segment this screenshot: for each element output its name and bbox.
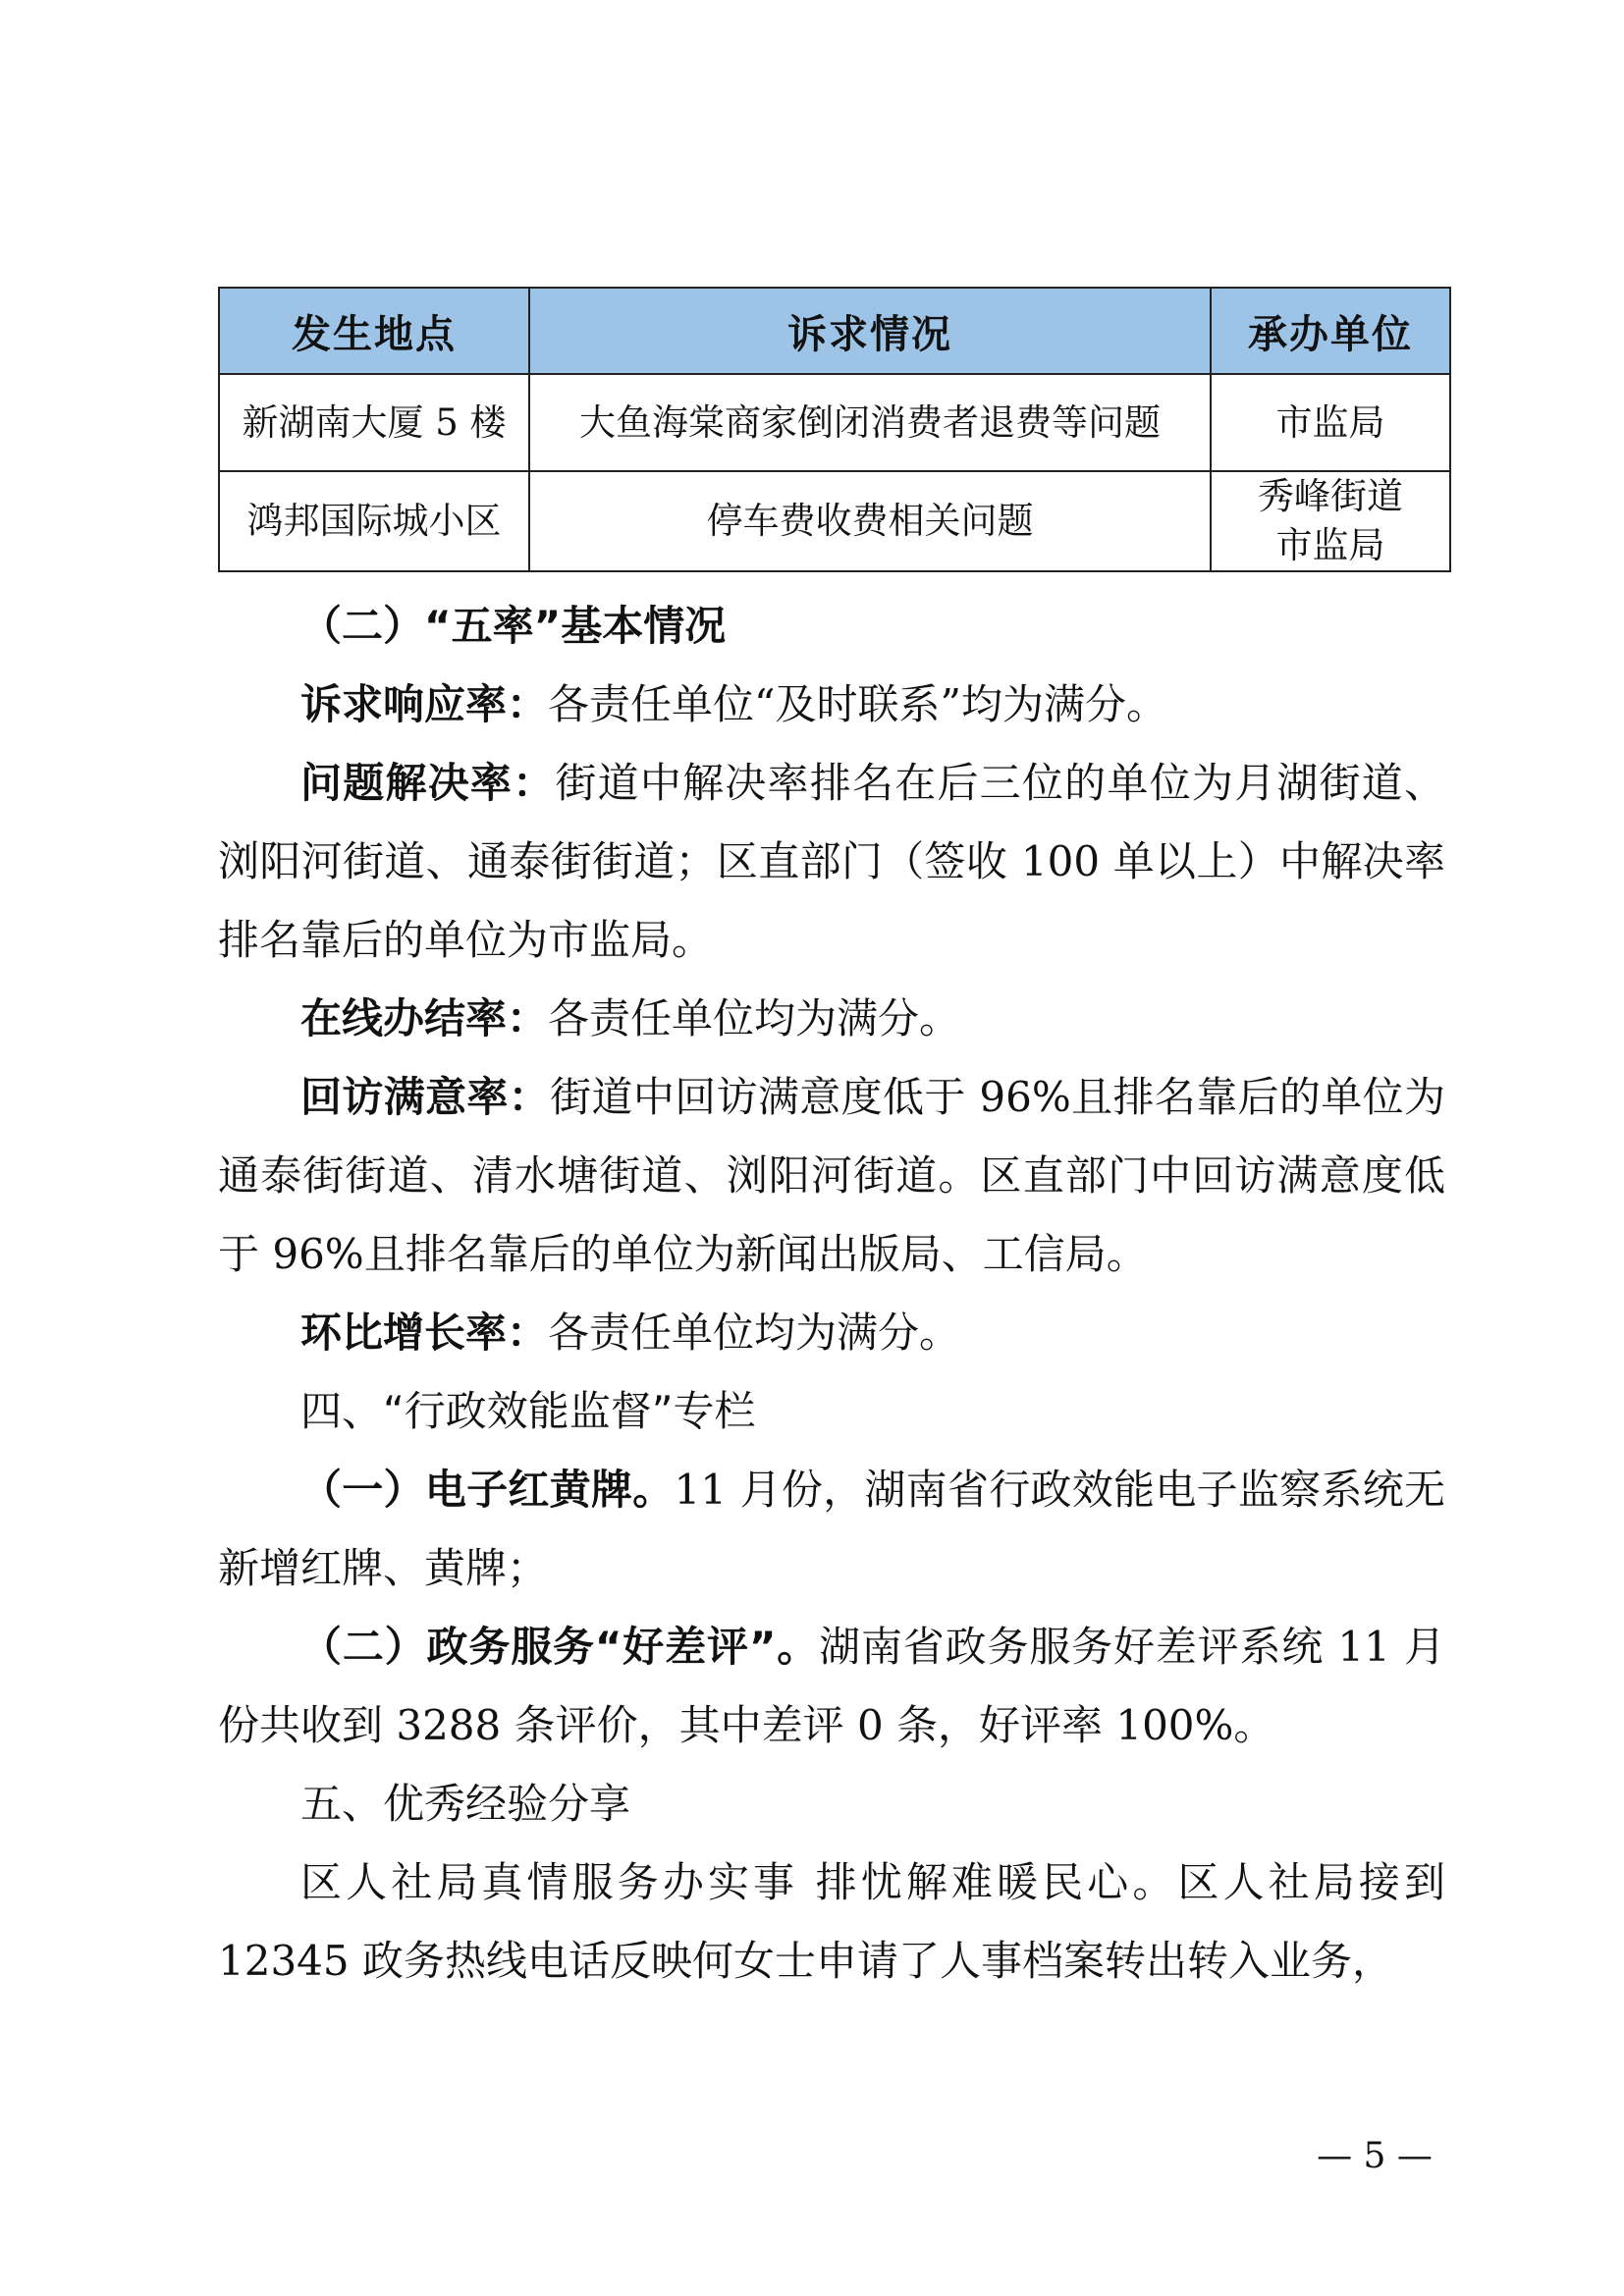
complaints-table <box>218 287 1451 572</box>
rate-text: 街道中回访满意度低于 96%且排名靠后的单位为通泰街街道、清水塘街道、浏阳河街道。区直部门中回访满意度低于 96%且排名靠后的单位为新闻出版局、工信局。 <box>218 1073 1445 1278</box>
header-unit: 承办单位 <box>1211 288 1450 374</box>
rate-label: 诉求响应率： <box>300 680 549 728</box>
supervision-item <box>218 1608 1445 1765</box>
page-number: — 5 — <box>1317 2136 1433 2176</box>
rate-label: 回访满意率： <box>300 1073 551 1121</box>
supervision-text: 11 月份，湖南省行政效能电子监察系统无新增红牌、黄牌； <box>218 1466 1445 1592</box>
table-row <box>219 471 1450 571</box>
supervision-item <box>218 1451 1445 1608</box>
table-header-row <box>219 288 1450 374</box>
table-row <box>219 374 1450 471</box>
rate-label: 在线办结率： <box>300 994 549 1042</box>
rate-label: 问题解决率： <box>300 759 556 807</box>
unit-name: 秀峰街道 <box>1258 475 1403 517</box>
body-text <box>218 587 1445 2001</box>
rate-item <box>218 1058 1445 1294</box>
section-title-four: 四、“行政效能监督”专栏 <box>300 1387 756 1435</box>
section-title-five: 五、优秀经验分享 <box>300 1780 631 1828</box>
rate-text: 各责任单位“及时联系”均为满分。 <box>548 680 1167 728</box>
rate-text: 各责任单位均为满分。 <box>548 1308 961 1357</box>
supervision-label: （一）电子红黄牌。 <box>300 1466 675 1514</box>
rate-text: 各责任单位均为满分。 <box>548 994 961 1042</box>
unit-name: 市监局 <box>1275 400 1385 444</box>
rate-text: 街道中解决率排名在后三位的单位为月湖街道、浏阳河街道、通泰街街道；区直部门（签收 100 单以上）中解决率排名靠后的单位为市监局。 <box>218 759 1445 964</box>
unit-name: 市监局 <box>1275 524 1385 566</box>
supervision-text: 湖南省政务服务好差评系统 11 月份共收到 3288 条评价，其中差评 0 条，好评率 100%。 <box>218 1623 1445 1749</box>
rate-item <box>218 744 1445 980</box>
section-title-five-rates: （二）“五率”基本情况 <box>300 602 727 650</box>
issue-cell: 大鱼海棠商家倒闭消费者退费等问题 <box>529 374 1211 471</box>
unit-cell <box>1211 471 1450 571</box>
location-cell: 鸿邦国际城小区 <box>219 471 529 571</box>
location-cell: 新湖南大厦 5 楼 <box>219 374 529 471</box>
header-location: 发生地点 <box>219 288 529 374</box>
rate-item <box>218 666 1445 744</box>
rate-item <box>218 980 1445 1058</box>
supervision-label: （二）政务服务“好差评”。 <box>300 1623 820 1671</box>
rate-label: 环比增长率： <box>300 1308 549 1357</box>
header-issue: 诉求情况 <box>529 288 1211 374</box>
unit-cell <box>1211 374 1450 471</box>
experience-paragraph: 区人社局真情服务办实事 排忧解难暖民心。区人社局接到 12345 政务热线电话反映何女士申请了人事档案转出转入业务， <box>218 1858 1445 1985</box>
rate-item <box>218 1294 1445 1372</box>
issue-cell: 停车费收费相关问题 <box>529 471 1211 571</box>
